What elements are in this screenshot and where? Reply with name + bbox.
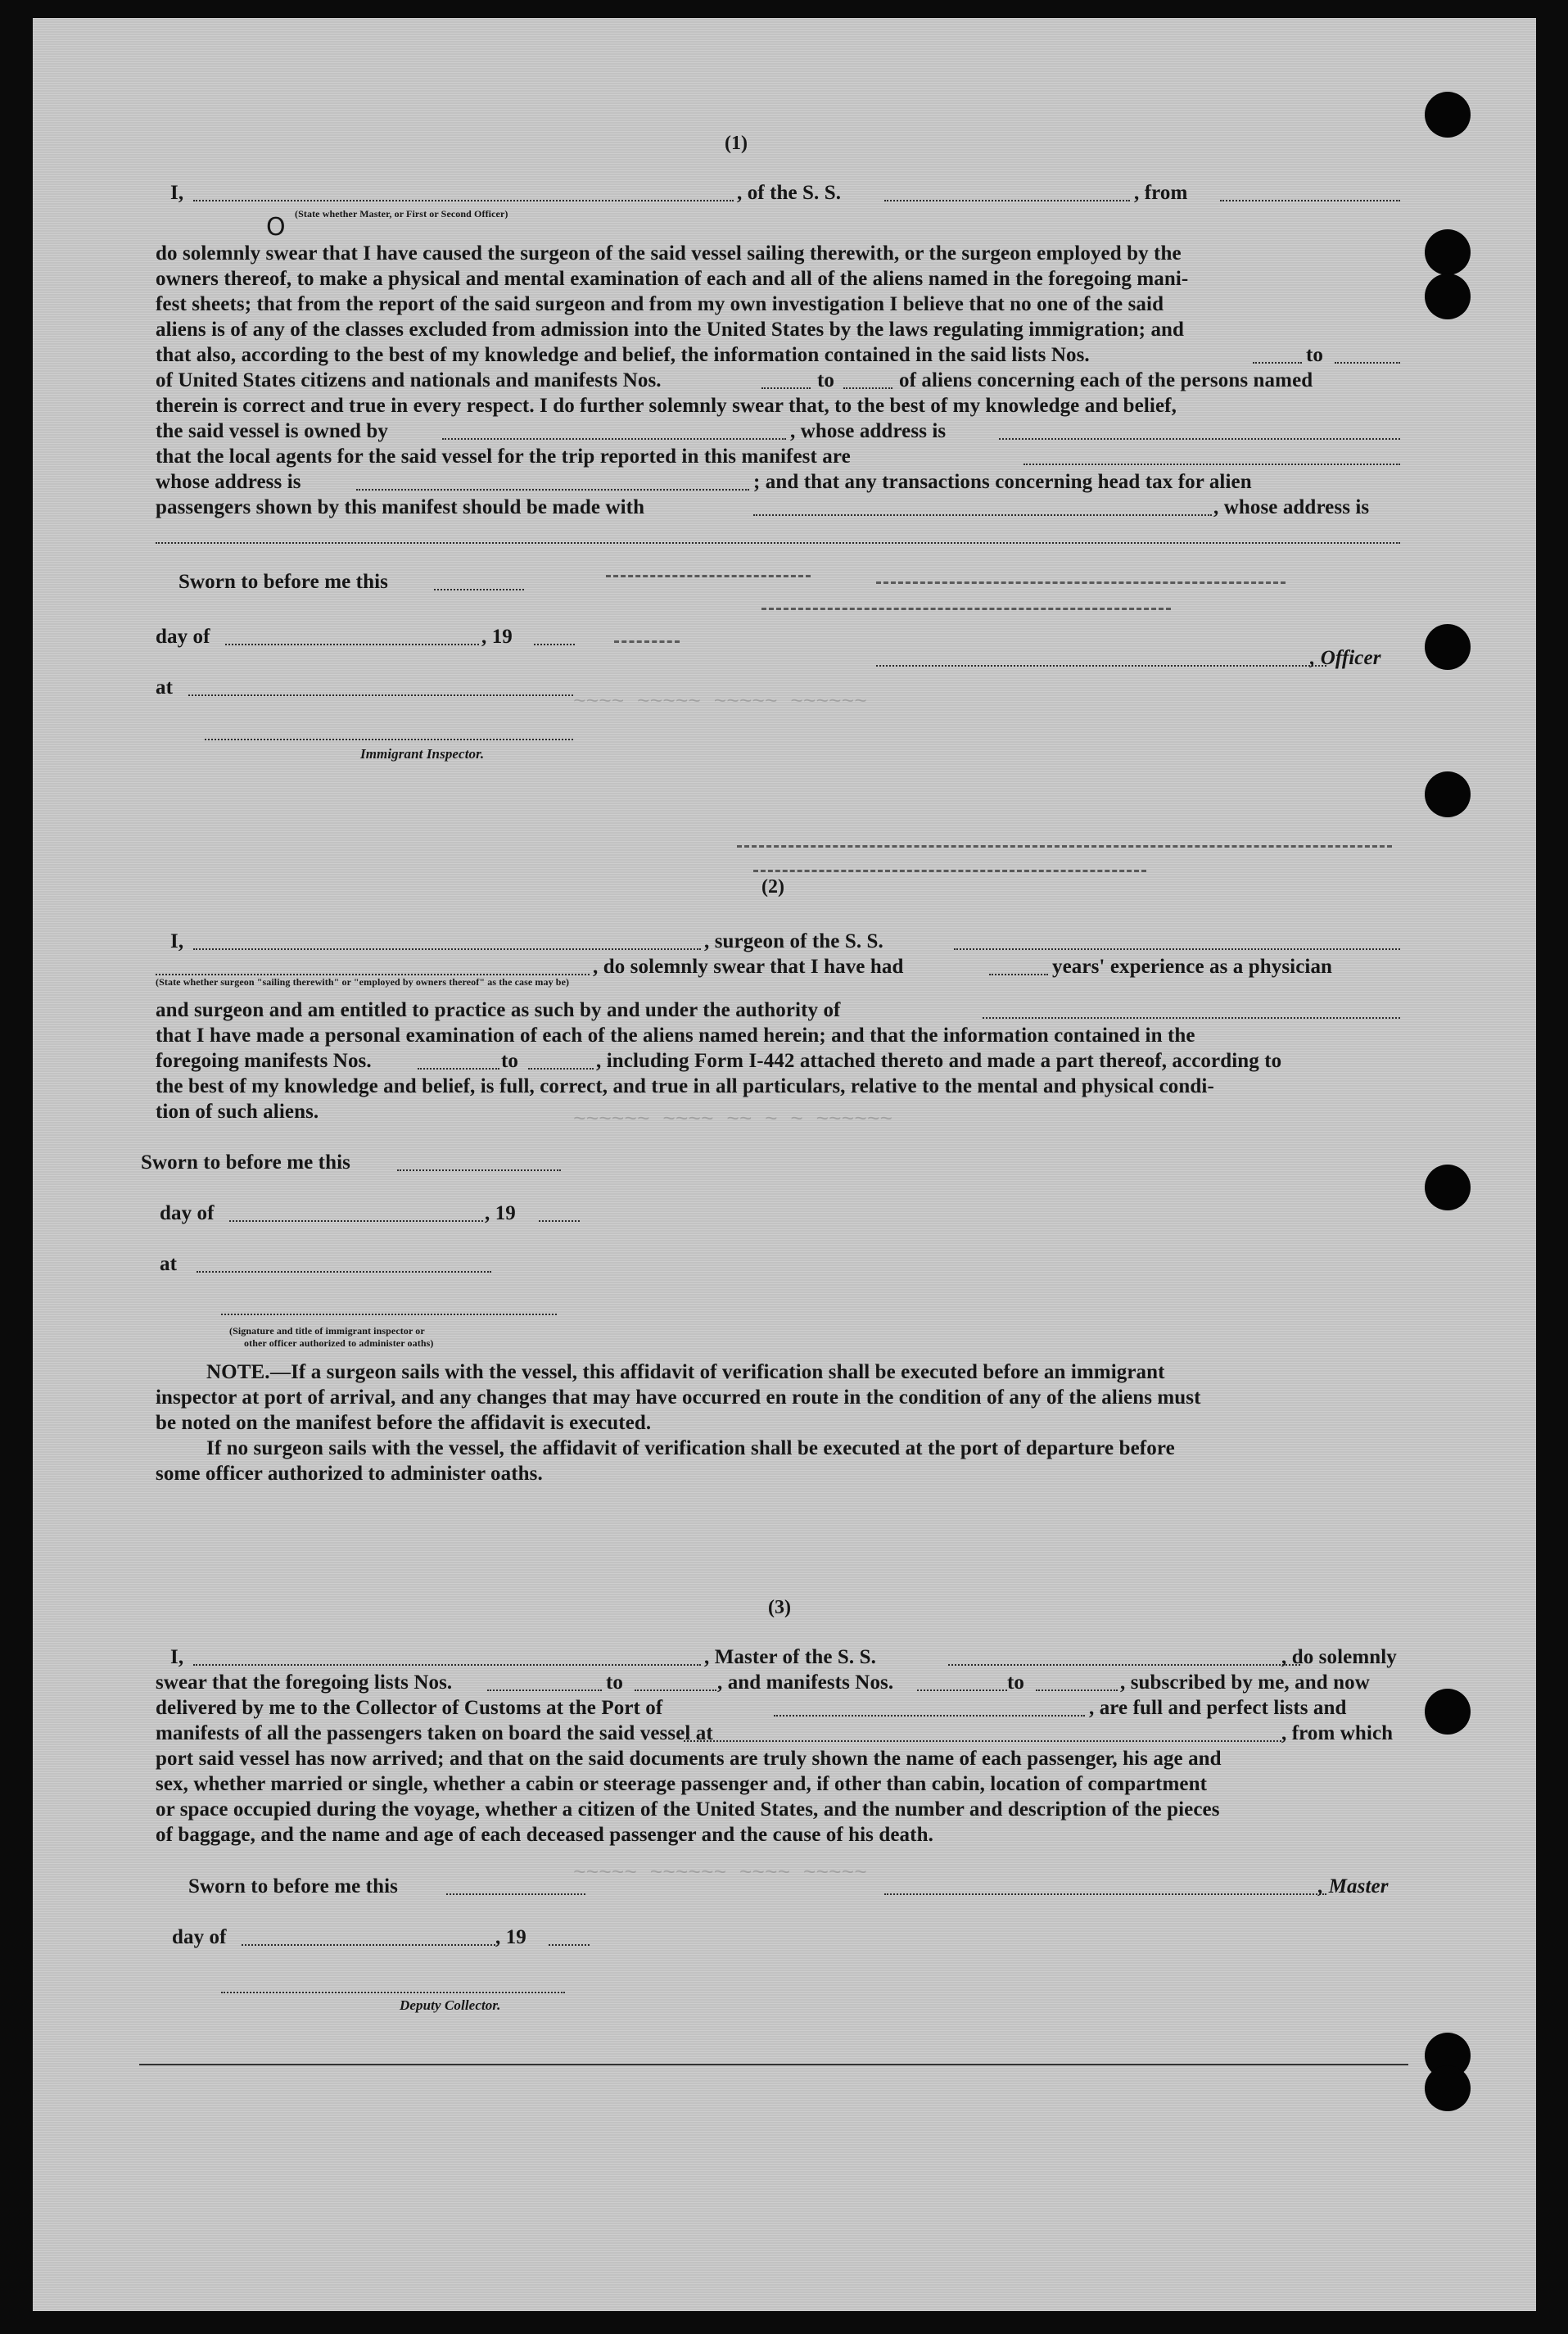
handwritten-dash [614,640,680,643]
punch-hole [1425,1165,1471,1210]
stray-dash [737,845,1392,848]
s3-line-5: sex, whether married or single, whether a cabin or steerage passenger and, if other than cabin, location of compartment [156,1773,1208,1795]
bleed-through-text: ~~~~ ~~~~~ ~~~~~ ~~~~~~ [573,690,867,714]
to-label: to [817,369,835,391]
whose-address-label: , whose address is [1213,496,1370,518]
collector-signature-field [221,1992,565,1993]
officer-signature-dash [761,608,1171,610]
sworn-label: Sworn to before me this [141,1151,350,1174]
sig-note-2: other officer authorized to administer oaths) [244,1337,434,1349]
owner-field [442,438,786,440]
section-2-heading: (2) [761,876,784,898]
punch-hole [1425,2065,1471,2111]
note-line-4: If no surgeon sails with the vessel, the affidavit of verification shall be executed at the port of departure before [206,1437,1175,1459]
punch-hole [1425,229,1471,275]
head-tax-text: ; and that any transactions concerning head tax for alien [753,471,1252,493]
surgeon-name-field [193,948,701,950]
deputy-label: Deputy Collector. [400,1997,501,2013]
s3-line-7: of baggage, and the name and age of each deceased passenger and the cause of his death. [156,1824,933,1846]
year-label: , 19 [485,1202,516,1224]
bottom-rule [139,2064,1408,2065]
do-solemnly-text: , do solemnly [1281,1646,1397,1668]
rank-note: (State whether Master, or First or Second Officer) [295,208,508,219]
year-field [539,1220,580,1222]
punch-hole [1425,92,1471,138]
surgeon-note: (State whether surgeon "sailing therewith" or "employed by owners thereof" as the case may be) [156,976,570,988]
manifests-to-field [1036,1689,1118,1691]
sig-note-1: (Signature and title of immigrant inspector or [229,1325,425,1337]
manifests-from-field [418,1068,499,1070]
whose-address-label: , whose address is [790,420,947,442]
bleed-through-text: ~~~~~ ~~~~~~ ~~~~ ~~~~~ [573,1861,867,1885]
master-signature-field [884,1893,1326,1895]
year-label: , 19 [481,626,513,648]
years-exp-text: years' experience as a physician [1052,956,1333,978]
s1-line-1: do solemnly swear that I have caused the surgeon of the said vessel sailing therewith, or the surgeon employed by the [156,242,1182,265]
year-label: , 19 [495,1926,526,1948]
aliens-concerning-text: of aliens concerning each of the persons named [899,369,1313,391]
day-field [229,1220,483,1222]
surgeon-vessel-field [954,948,1400,950]
officer-signature-dash [606,575,811,577]
s3-line-4: port said vessel has now arrived; and that on the said documents are truly shown the name of each passenger, his age and [156,1748,1222,1770]
s1-line-4: aliens is of any of the classes excluded from admission into the United States by the laws regulating immigration; and [156,319,1185,341]
master-of-ss-label: , Master of the S. S. [704,1646,876,1668]
day-of-label: day of [156,626,210,648]
manifest-page [33,18,1536,2311]
vessel-field [884,200,1130,201]
section-3-heading: (3) [768,1597,791,1618]
punch-hole [1425,274,1471,319]
day-of-label: day of [160,1202,215,1224]
s1-line-2: owners thereof, to make a physical and mental examination of each and all of the aliens named in the foregoing mani- [156,268,1189,290]
year-field [549,1944,590,1946]
surgeon-status-field [156,974,590,975]
s1-line-5: that also, according to the best of my knowledge and belief, the information contained in the said lists Nos. [156,344,1090,366]
note-line-2: inspector at port of arrival, and any changes that may have occurred en route in the condition of any of the aliens must [156,1386,1201,1409]
s3-line-2: delivered by me to the Collector of Customs at the Port of [156,1697,663,1719]
port-field [774,1715,1085,1717]
s3-line-3: manifests of all the passengers taken on board the said vessel at [156,1722,713,1744]
lists-from-field [487,1689,602,1691]
stray-dash [753,870,1146,872]
manifests-to-field [843,387,892,389]
years-field [989,974,1048,975]
manifests-to-field [528,1068,594,1070]
inspector-signature-field [205,739,573,740]
subscribed-text: , subscribed by me, and now [1120,1671,1370,1694]
solemnly-text: , do solemnly swear that I have had [593,956,904,978]
day-field [225,644,479,645]
officer-name-field [193,200,734,201]
s2-line-4: the best of my knowledge and belief, is full, correct, and true in all particulars, relative to the mental and physical condi- [156,1075,1214,1097]
punch-hole [1425,1689,1471,1735]
lists-to-field [635,1689,716,1691]
s1-line-8: the said vessel is owned by [156,420,388,442]
boarded-at-field [684,1740,1281,1742]
s3-line-1: swear that the foregoing lists Nos. [156,1671,453,1694]
i-label: I, [170,1646,184,1668]
at-field [188,694,573,696]
of-ss-label: , of the S. S. [737,182,842,204]
s1-line-11: passengers shown by this manifest should be made with [156,496,645,518]
and-manifests-text: , and manifests Nos. [717,1671,894,1694]
s2-line-2: that I have made a personal examination of each of the aliens named herein; and that the information contained in the [156,1025,1195,1047]
surgeon-of-ss-label: , surgeon of the S. S. [704,930,883,952]
at-label: at [156,676,174,699]
s1-line-10: whose address is [156,471,301,493]
punch-hole [1425,624,1471,670]
bleed-through-text: ~~~~~~ ~~~~ ~~ ~ ~ ~~~~~~ [573,1107,893,1132]
inspector-signature-field [221,1314,557,1315]
at-label: at [160,1253,178,1275]
s1-line-6: of United States citizens and nationals and manifests Nos. [156,369,662,391]
head-tax-field [753,514,1212,516]
note-label: NOTE. [206,1361,270,1383]
master-label: , Master [1318,1875,1389,1898]
full-perfect-text: , are full and perfect lists and [1089,1697,1347,1719]
sworn-label: Sworn to before me this [178,571,388,593]
form-text: , including Form I-442 attached thereto and made a part thereof, according to [596,1050,1282,1072]
head-tax-address-field [156,542,1400,544]
to-label: to [1007,1671,1025,1694]
authority-field [983,1017,1400,1019]
officer-signature-dash [876,581,1286,584]
day-of-label: day of [172,1926,227,1948]
from-which-text: , from which [1281,1722,1394,1744]
to-label: to [501,1050,519,1072]
s1-line-9: that the local agents for the said vessel for the trip reported in this manifest are [156,446,851,468]
officer-label: , Officer [1310,647,1381,669]
s2-line-3: foregoing manifests Nos. [156,1050,372,1072]
punch-hole [1425,771,1471,817]
to-label: to [606,1671,624,1694]
from-field [1220,200,1400,201]
s1-line-3: fest sheets; that from the report of the said surgeon and from my own investigation I believe that no one of the said [156,293,1164,315]
sworn-label: Sworn to before me this [188,1875,398,1898]
sworn-field [397,1169,561,1171]
agents-address-field [356,489,749,491]
note-line-3: be noted on the manifest before the affidavit is executed. [156,1412,652,1434]
lists-from-field [1253,362,1302,364]
s3-line-6: or space occupied during the voyage, whether a citizen of the United States, and the number and description of the pieces [156,1798,1220,1821]
sworn-field [434,589,524,590]
note-line-1: —If a surgeon sails with the vessel, this affidavit of verification shall be executed before an immigrant [270,1361,1165,1383]
s2-line-1: and surgeon and am entitled to practice as such by and under the authority of [156,999,841,1021]
manifests-from-field [917,1689,1007,1691]
agents-field [1023,464,1400,465]
section-1-heading: (1) [725,133,748,154]
s1-line-7: therein is correct and true in every respect. I do further solemnly swear that, to the best of my knowledge and belief, [156,395,1177,417]
manifests-from-field [761,387,811,389]
s2-line-5: tion of such aliens. [156,1101,319,1123]
inspector-label: Immigrant Inspector. [360,746,485,762]
i-label: I, [170,930,184,952]
at-field [197,1271,491,1273]
note-line-5: some officer authorized to administer oaths. [156,1463,543,1485]
master-name-field [193,1664,701,1666]
year-field [534,644,575,645]
sworn-field [446,1893,585,1895]
handwritten-mark: O [266,213,286,242]
owner-address-field [999,438,1400,440]
to-label: to [1306,344,1324,366]
lists-to-field [1335,362,1400,364]
officer-signature-field [876,665,1326,667]
from-label: , from [1134,182,1188,204]
day-field [242,1944,495,1946]
master-vessel-field [948,1664,1300,1666]
i-label: I, [170,182,184,204]
